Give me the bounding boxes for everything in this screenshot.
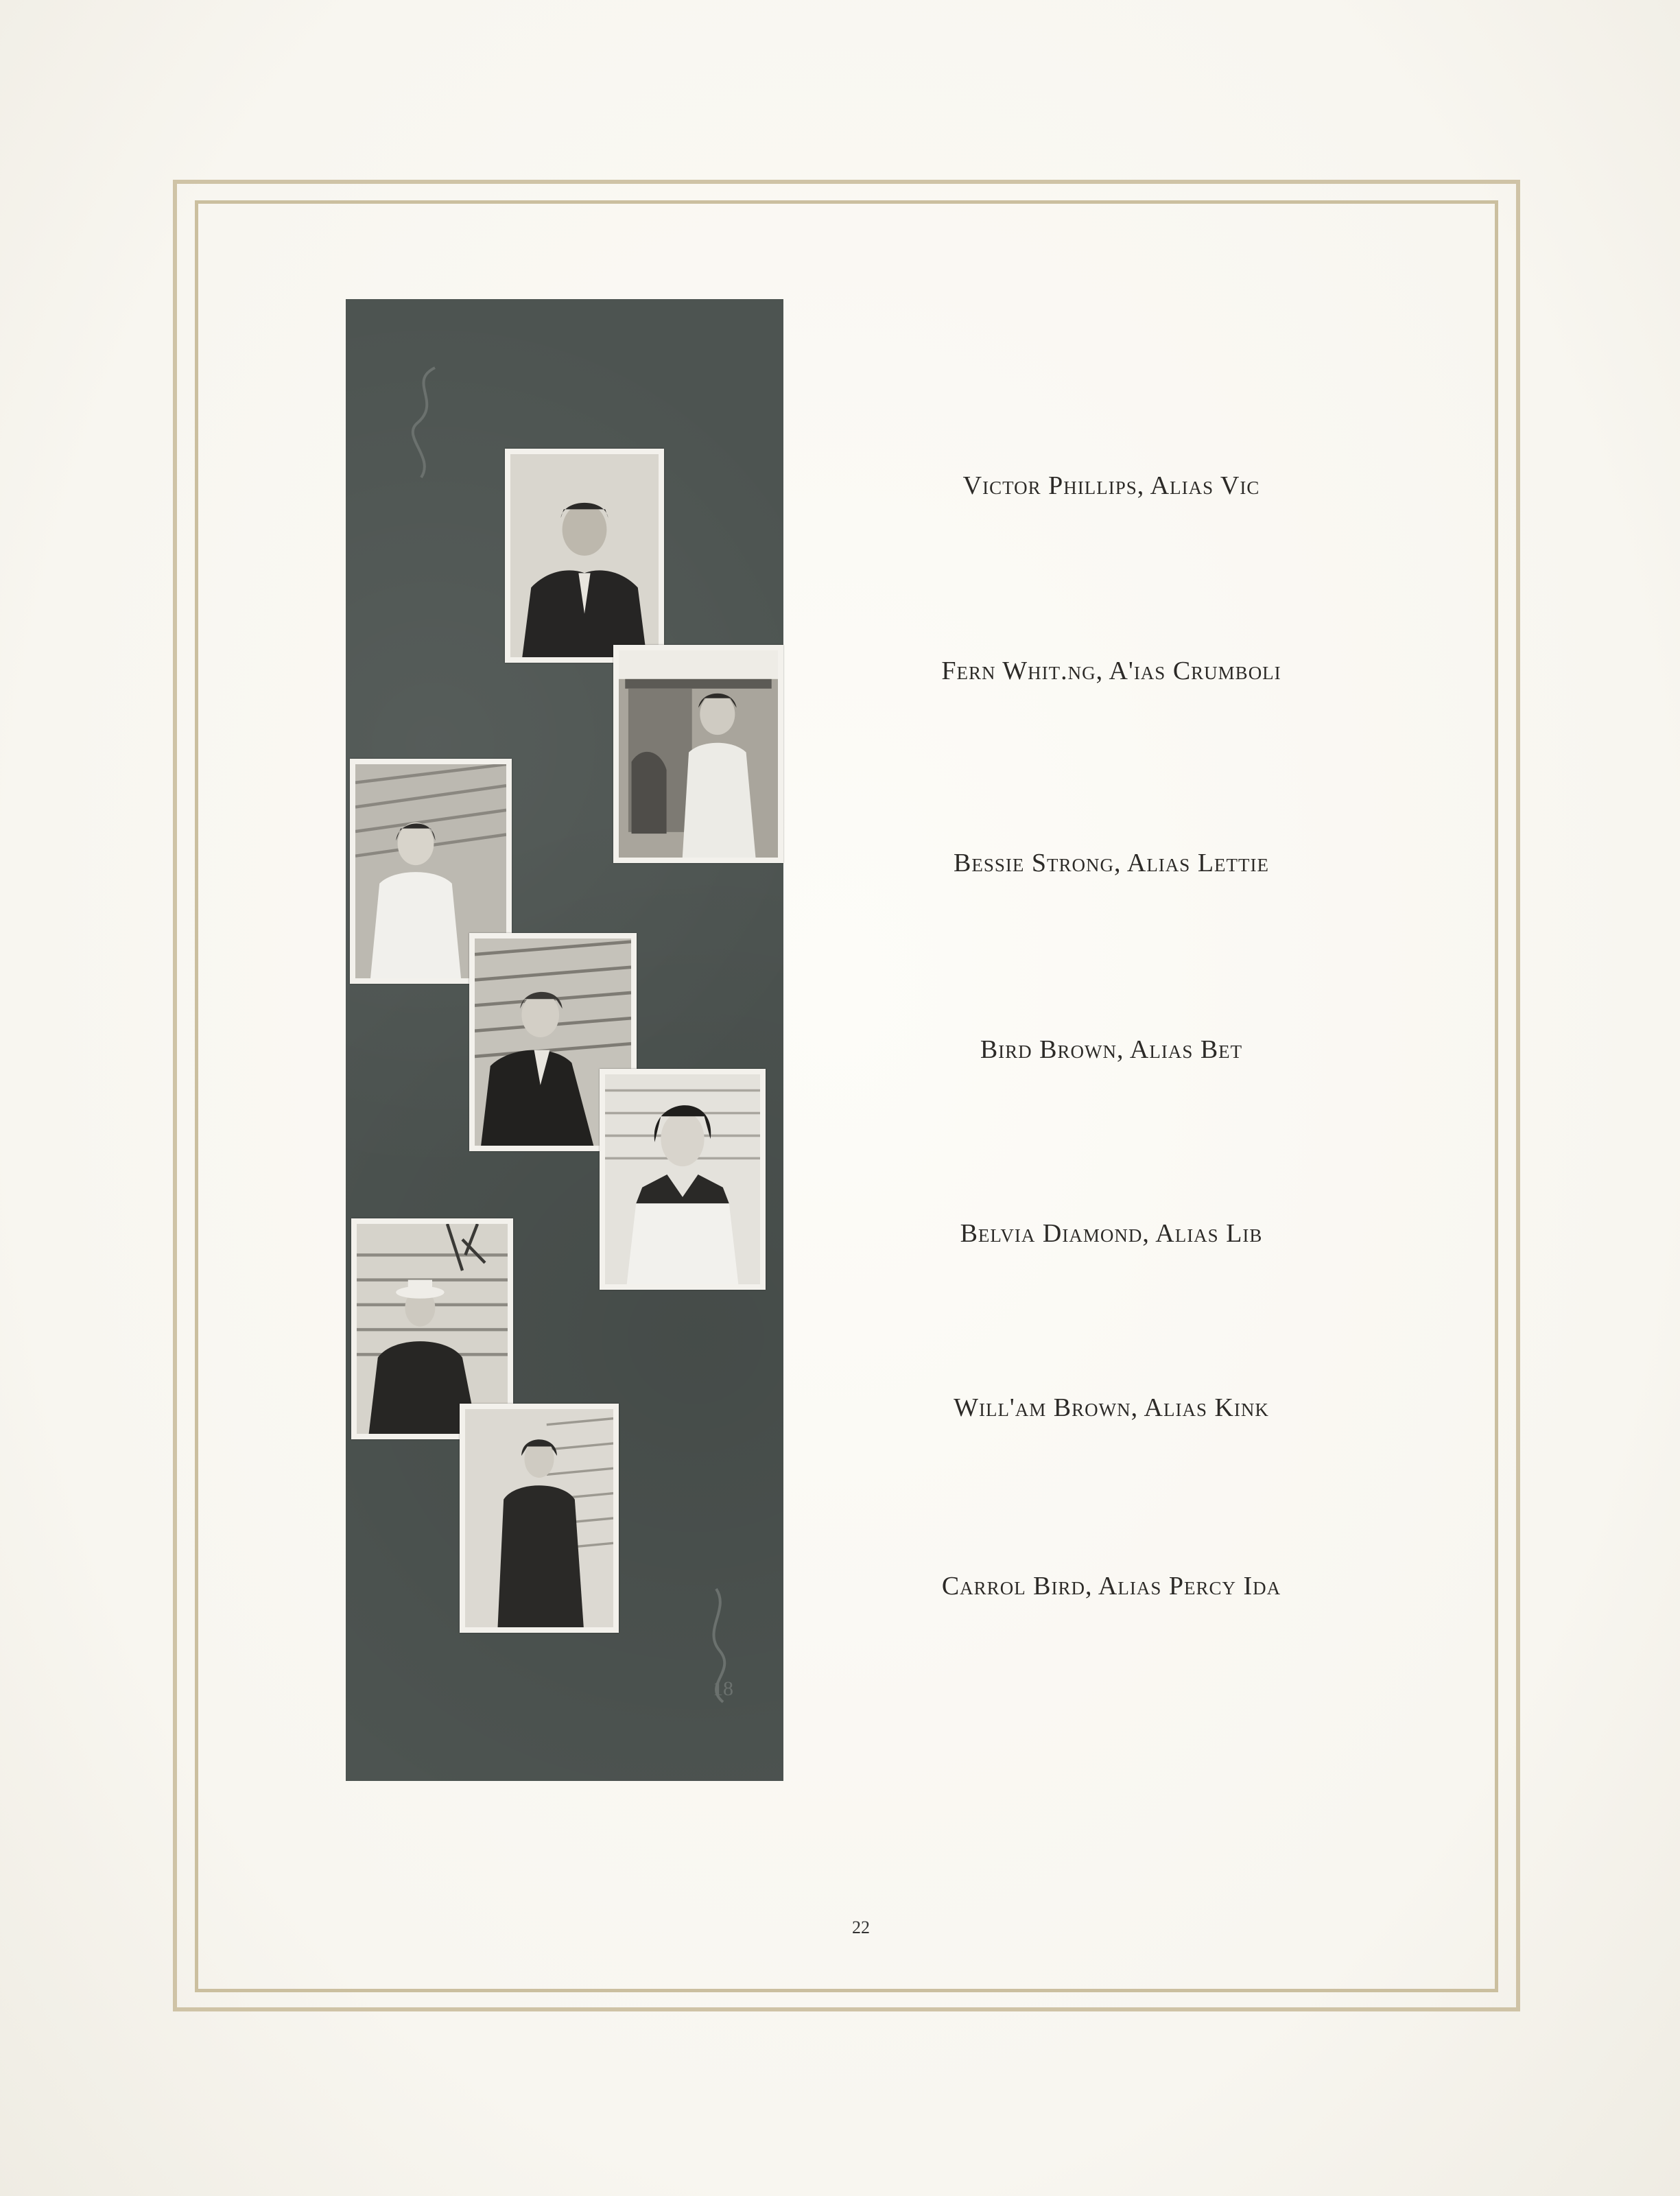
portrait-photo-5 (600, 1069, 766, 1290)
flourish-ornament-bottom (689, 1582, 750, 1705)
photo-strip (346, 299, 783, 1781)
caption-fern-whiting: Fern Whit.ng, A'ias Crumboli (941, 657, 1281, 685)
caption-bessie-strong: Bessie Strong, Alias Lettie (953, 849, 1269, 877)
caption-victor-phillips: Victor Phillips, Alias Vic (962, 471, 1260, 500)
caption-belvia-diamond: Belvia Diamond, Alias Lib (960, 1219, 1263, 1248)
flourish-ornament-top (394, 361, 456, 484)
svg-text:18: 18 (713, 1677, 733, 1700)
caption-carrol-bird: Carrol Bird, Alias Percy Ida (941, 1572, 1281, 1601)
portrait-photo-7 (460, 1404, 619, 1633)
portrait-photo-1 (505, 449, 664, 663)
caption-bird-brown: Bird Brown, Alias Bet (980, 1035, 1243, 1064)
portrait-photo-2 (613, 645, 783, 863)
caption-william-brown: Will'am Brown, Alias Kink (954, 1393, 1269, 1422)
page-number: 22 (852, 1917, 870, 1937)
